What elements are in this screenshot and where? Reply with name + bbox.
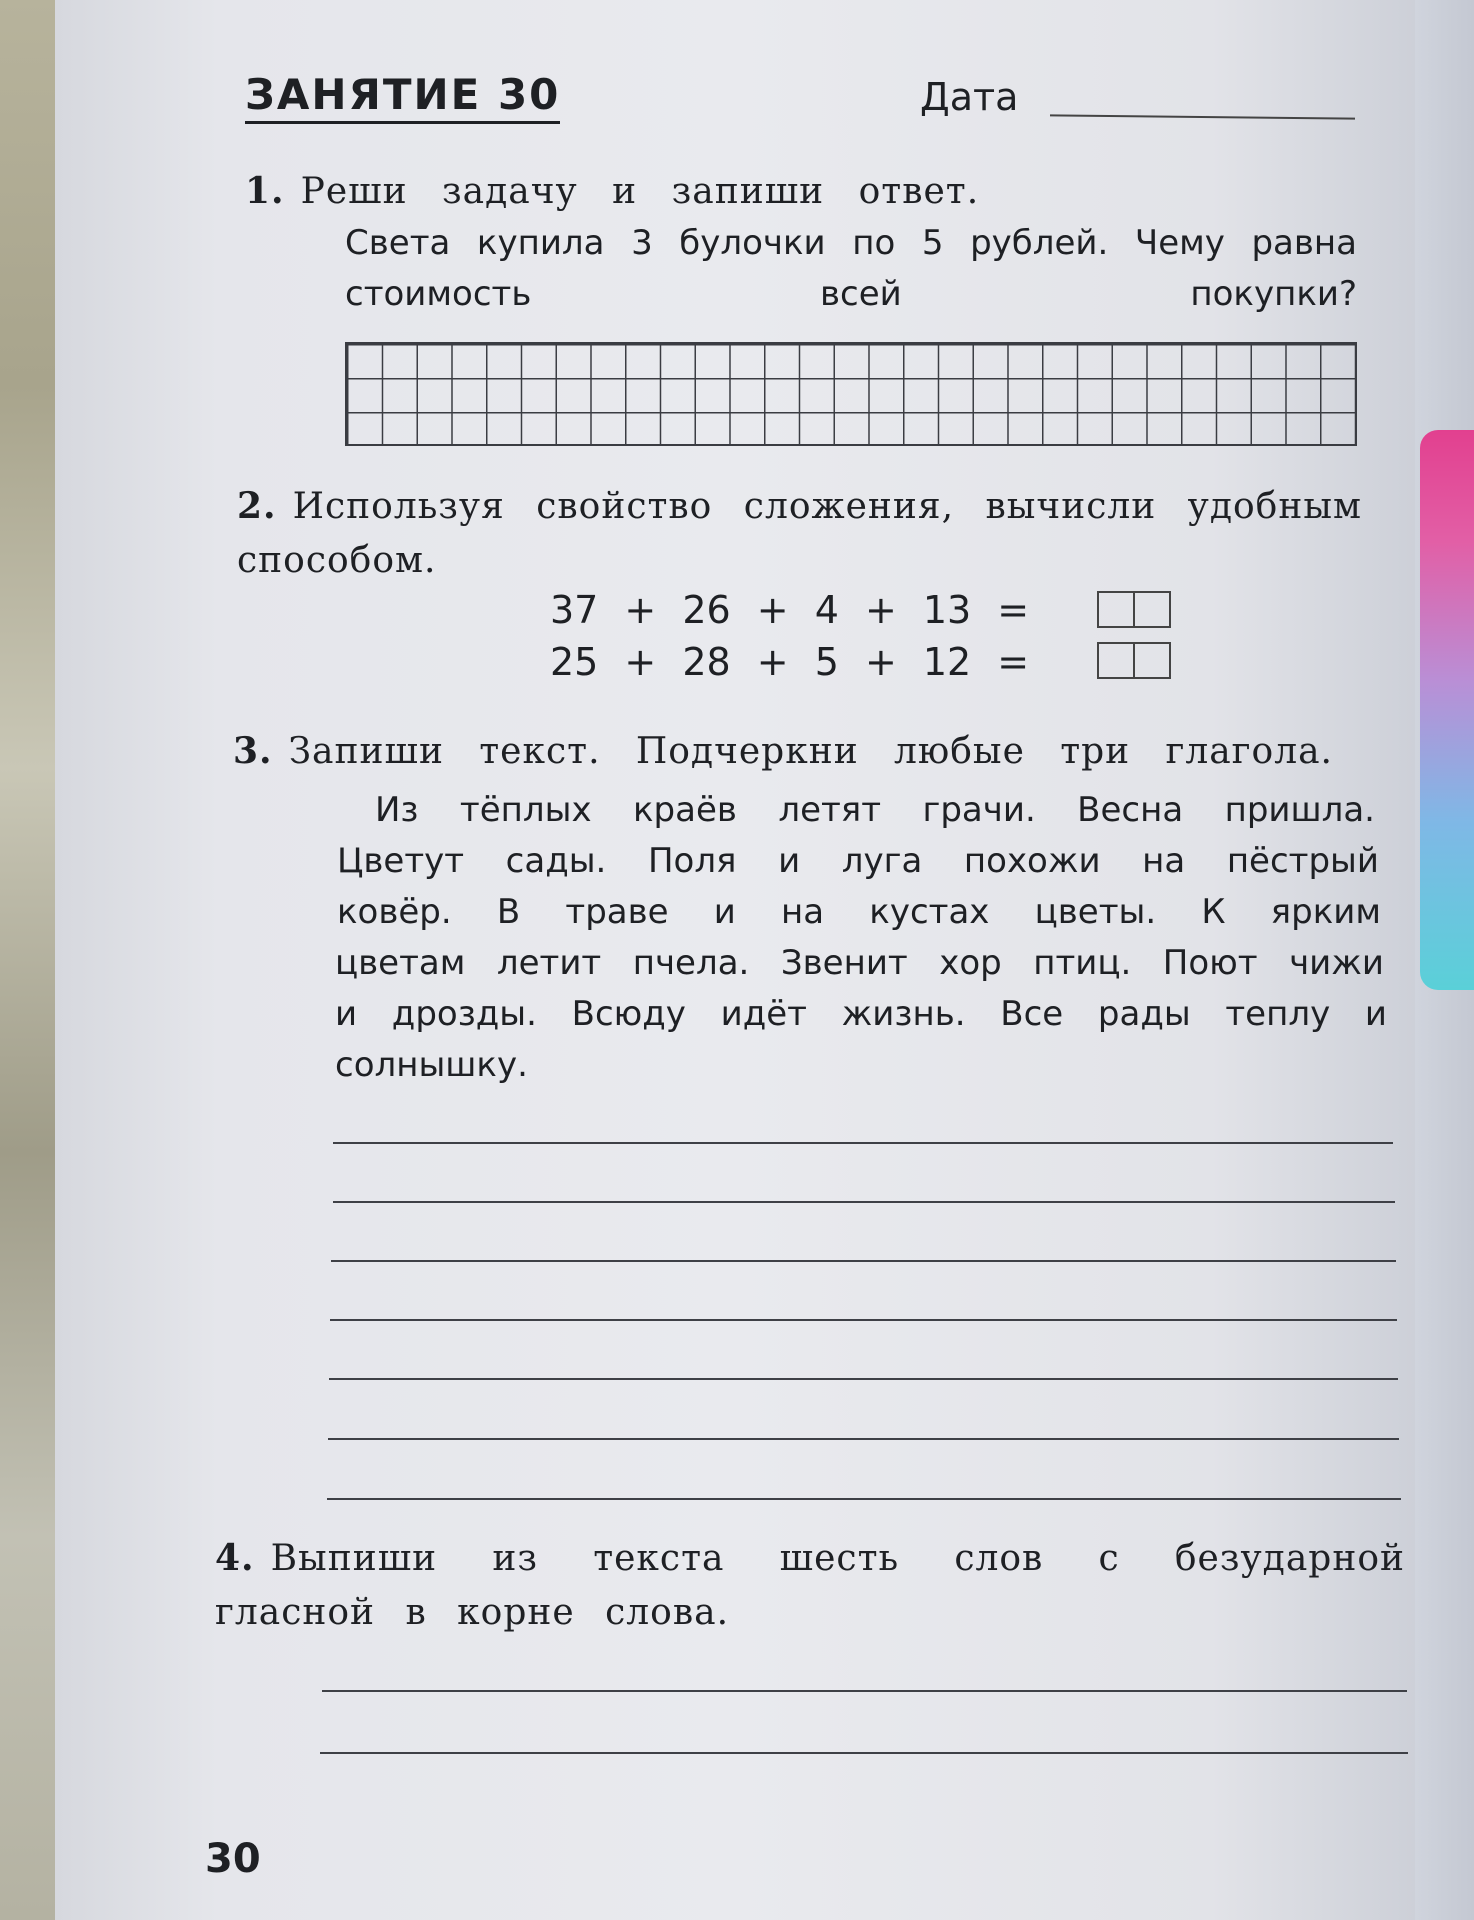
task-1-answer-grid[interactable]	[345, 342, 1357, 446]
task-3-writing-line[interactable]	[333, 1142, 1393, 1144]
task-2-expression-2: 25 + 28 + 5 + 12 =	[550, 640, 1030, 684]
task-2-expression-1: 37 + 26 + 4 + 13 =	[550, 588, 1030, 632]
task-3-text-line-6: солнышку.	[335, 1045, 528, 1085]
task-2-instruction-line2: способом.	[237, 540, 437, 581]
lesson-title: ЗАНЯТИЕ 30	[245, 70, 560, 124]
page-number: 30	[205, 1836, 261, 1882]
task-3-writing-line[interactable]	[327, 1498, 1401, 1500]
task-3-writing-line[interactable]	[331, 1260, 1396, 1262]
pink-marker	[1420, 430, 1474, 990]
task-2-instruction-line1: Используя свойство сложения, вычисли удобным	[292, 486, 1362, 527]
task-4-writing-line[interactable]	[320, 1752, 1408, 1754]
task-3-instruction: Запиши текст. Подчеркни любые три глагола.	[288, 731, 1333, 772]
task-4-writing-line[interactable]	[322, 1690, 1407, 1692]
task-2-answer-box-2[interactable]	[1097, 642, 1171, 679]
task-4-instruction-line2: гласной в корне слова.	[215, 1592, 730, 1633]
task-3-writing-line[interactable]	[333, 1201, 1395, 1203]
task-3-text-line-5: и дрозды. Всюду идёт жизнь. Все рады теплу и	[335, 994, 1387, 1034]
date-label: Дата	[920, 75, 1019, 119]
task-4-heading-line1	[215, 1537, 1405, 1579]
task-3-text-line-1: Из тёплых краёв летят грачи. Весна пришла.	[375, 790, 1375, 830]
task-1-heading	[245, 170, 979, 212]
task-4-number: 4.	[215, 1537, 255, 1579]
task-1-number: 1.	[245, 170, 285, 212]
task-2-answer-box-1[interactable]	[1097, 591, 1171, 628]
task-1-problem-text: Света купила 3 булочки по 5 рублей. Чему равна стоимость всей покупки?	[345, 223, 1357, 314]
task-3-text-line-3: ковёр. В траве и на кустах цветы. К ярким	[337, 892, 1381, 932]
task-3-writing-line[interactable]	[328, 1438, 1399, 1440]
task-3-number: 3.	[233, 730, 273, 772]
task-3-text-line-2: Цветут сады. Поля и луга похожи на пёстрый	[337, 841, 1379, 881]
task-1-instruction: Реши задачу и запиши ответ.	[300, 171, 980, 212]
task-3-writing-line[interactable]	[330, 1319, 1397, 1321]
task-3-heading	[233, 730, 1333, 772]
task-2-number: 2.	[237, 485, 277, 527]
task-3-writing-line[interactable]	[329, 1378, 1398, 1380]
task-3-text-line-4: цветам летит пчела. Звенит хор птиц. Поют чижи	[335, 943, 1384, 983]
task-4-instruction-line1: Выпиши из текста шесть слов с безударной	[270, 1538, 1405, 1579]
task-2-heading-line1	[237, 485, 1362, 527]
